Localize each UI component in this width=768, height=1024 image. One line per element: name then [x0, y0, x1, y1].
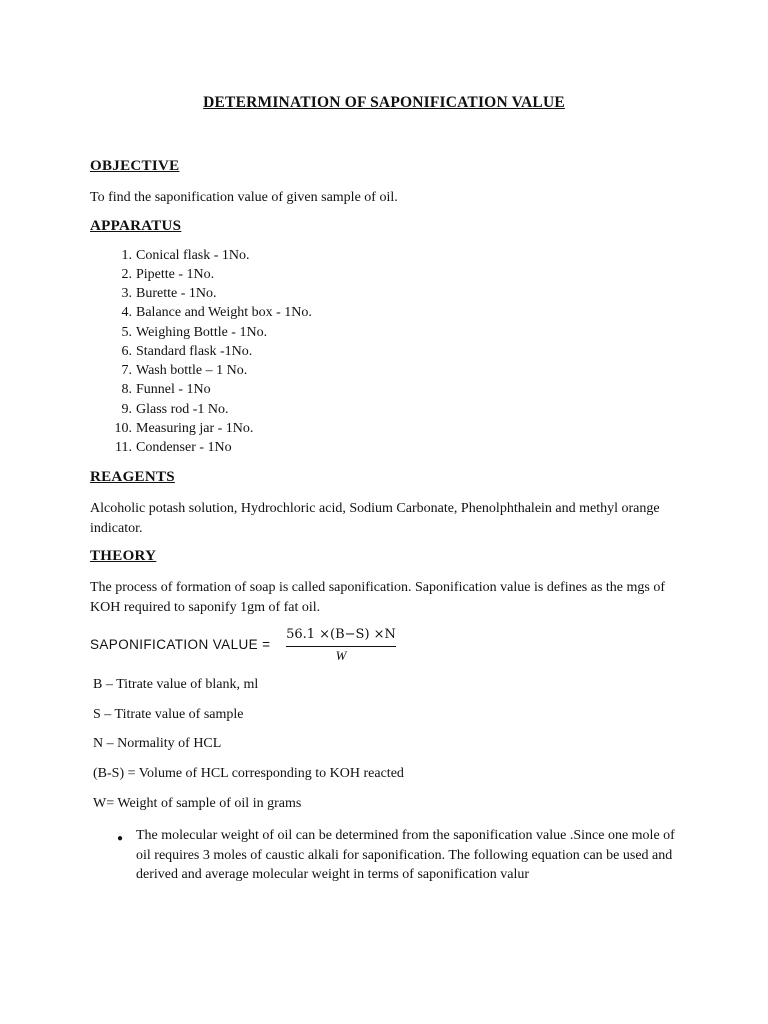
definition-s: S – Titrate value of sample: [93, 707, 244, 722]
definition-w: W= Weight of sample of oil in grams: [93, 796, 302, 811]
objective-heading: OBJECTIVE: [90, 158, 180, 174]
bullet-text: The molecular weight of oil can be determined from the saponification value .Since one mole of oil requires 3 moles of caustic alkali for saponification. The following equation can be used and derived and average molecular weight in terms of saponification valur: [136, 828, 675, 882]
theory-text: The process of formation of soap is called saponification. Saponification value is defines as the mgs of KOH required to saponify 1gm of fat oil.: [90, 580, 666, 615]
fraction-bar: [286, 646, 396, 647]
saponification-formula: [90, 626, 410, 666]
definition-n: N – Normality of HCL: [93, 736, 222, 751]
reagents-heading: REAGENTS: [90, 469, 175, 485]
document-page: DETERMINATION OF SAPONIFICATION VALUE OBJECTIVE To find the saponification value of given sample of oil. APPARATUS 1. Conical flask - 1No. 2. Pipette - 1No. 3. Burette - 1No. 4. Balance and Weight box - 1No. 5. Weighing Bottle - 1No. 6. Standard flask -1No. 7. Wash bottle – 1 No. 8. Funnel - 1No 9. Glass rod -1 No. 10. Measuring jar - 1No. 11. Condenser - 1No REAGENTS Alcoholic potash solution, Hydrochloric acid, Sodium Carbonate, Phenolphthalein and methyl orange indicator. THEORY The process of formation of soap is called saponification. Saponification value is defines as the mgs of KOH required to saponify 1gm of fat oil. SAPONIFICATION VALUE = 56.1 ×(B−S) ×N W B – Titrate value of blank, ml S – Titrate value of sample N – Normality of HCL (B-S) = Volume of HCL corresponding to KOH reacted W= Weight of sample of oil in grams ● The molecular weight of oil can be determined from the saponification value .Since one mole of oil requires 3 moles of caustic alkali for saponification. The following equation can be used and derived and average molecular weight in terms of saponification valur: [0, 0, 768, 1024]
formula-denominator: W: [335, 648, 347, 663]
theory-heading: THEORY: [90, 548, 157, 564]
formula-label: SAPONIFICATION VALUE =: [90, 637, 271, 652]
objective-text: To find the saponification value of given sample of oil.: [90, 190, 398, 205]
definition-b: B – Titrate value of blank, ml: [93, 677, 259, 692]
bullet-icon: ●: [117, 833, 124, 844]
definition-b-minus-s: (B-S) = Volume of HCL corresponding to KOH reacted: [93, 766, 404, 781]
reagents-text: Alcoholic potash solution, Hydrochloric acid, Sodium Carbonate, Phenolphthalein and methyl orange indicator.: [90, 501, 660, 536]
formula-numerator: 56.1 ×(B−S) ×N: [286, 627, 396, 642]
page-title: DETERMINATION OF SAPONIFICATION VALUE: [203, 94, 565, 111]
apparatus-heading: APPARATUS: [90, 218, 182, 234]
